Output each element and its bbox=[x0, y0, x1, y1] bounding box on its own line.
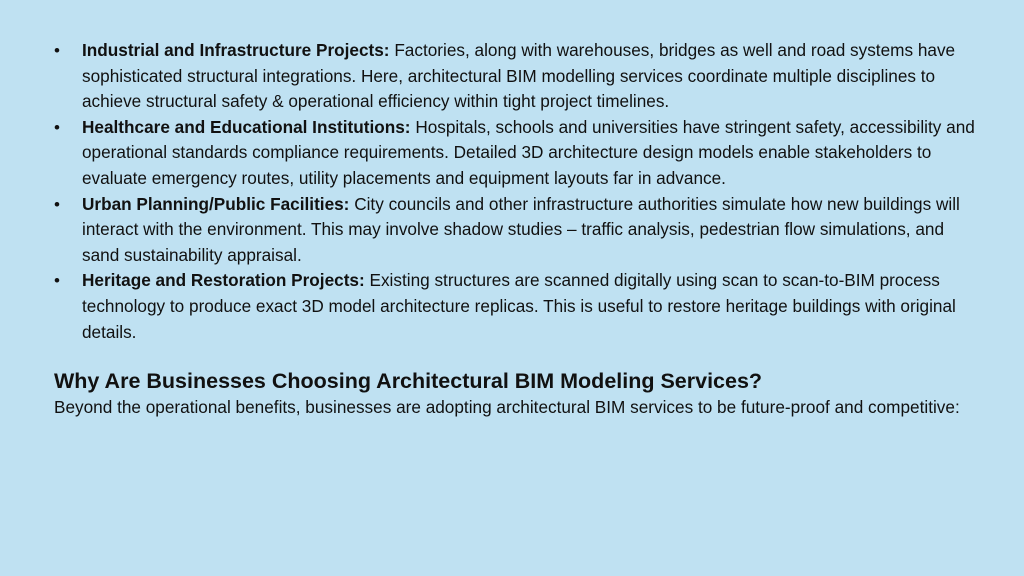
bullet-dot-icon: • bbox=[54, 41, 60, 60]
bullet-item-industrial bbox=[54, 38, 984, 115]
bullet-item-urban-planning bbox=[54, 192, 984, 269]
bullet-title: Healthcare and Educational Institutions: bbox=[82, 116, 411, 137]
bullet-title: Urban Planning/Public Facilities: bbox=[82, 193, 350, 214]
bullet-list bbox=[54, 38, 984, 345]
bullet-dot-icon: • bbox=[54, 117, 60, 137]
bullet-dot-icon: • bbox=[54, 271, 60, 291]
bullet-title: Industrial and Infrastructure Projects: bbox=[82, 40, 390, 60]
bullet-title: Heritage and Restoration Projects: bbox=[82, 270, 365, 291]
bullet-text: Hospitals, schools and universities have stringent safety, accessibility and operational standards compliance requirements. Detailed 3D architecture design models enable stakeholders to evaluate emergency routes, utility placements and equipment layouts far in advance. bbox=[82, 116, 975, 188]
why-section bbox=[54, 367, 984, 421]
bullet-dot-icon: • bbox=[54, 194, 60, 214]
bullet-text: Factories, along with warehouses, bridges as well and road systems have sophisticated structural integrations. Here, architectural BIM modelling services coordinate multiple disciplines to achieve structural safety & operational efficiency within tight project timelines. bbox=[82, 40, 956, 112]
bullet-item-healthcare bbox=[54, 115, 984, 192]
bullet-text: City councils and other infrastructure authorities simulate how new buildings will interact with the environment. This may involve shadow studies – traffic analysis, pedestrian flow simulations, and sand sustainability appraisal. bbox=[82, 193, 960, 265]
bullet-item-heritage bbox=[54, 268, 984, 345]
section-text: Beyond the operational benefits, businesses are adopting architectural BIM services to be future-proof and competitive: bbox=[54, 397, 960, 418]
section-heading: Why Are Businesses Choosing Architectural BIM Modeling Services? bbox=[54, 369, 763, 394]
bullet-text: Existing structures are scanned digitally using scan to scan-to-BIM process technology to produce exact 3D model architecture replicas. This is useful to restore heritage buildings with original details. bbox=[82, 270, 956, 342]
